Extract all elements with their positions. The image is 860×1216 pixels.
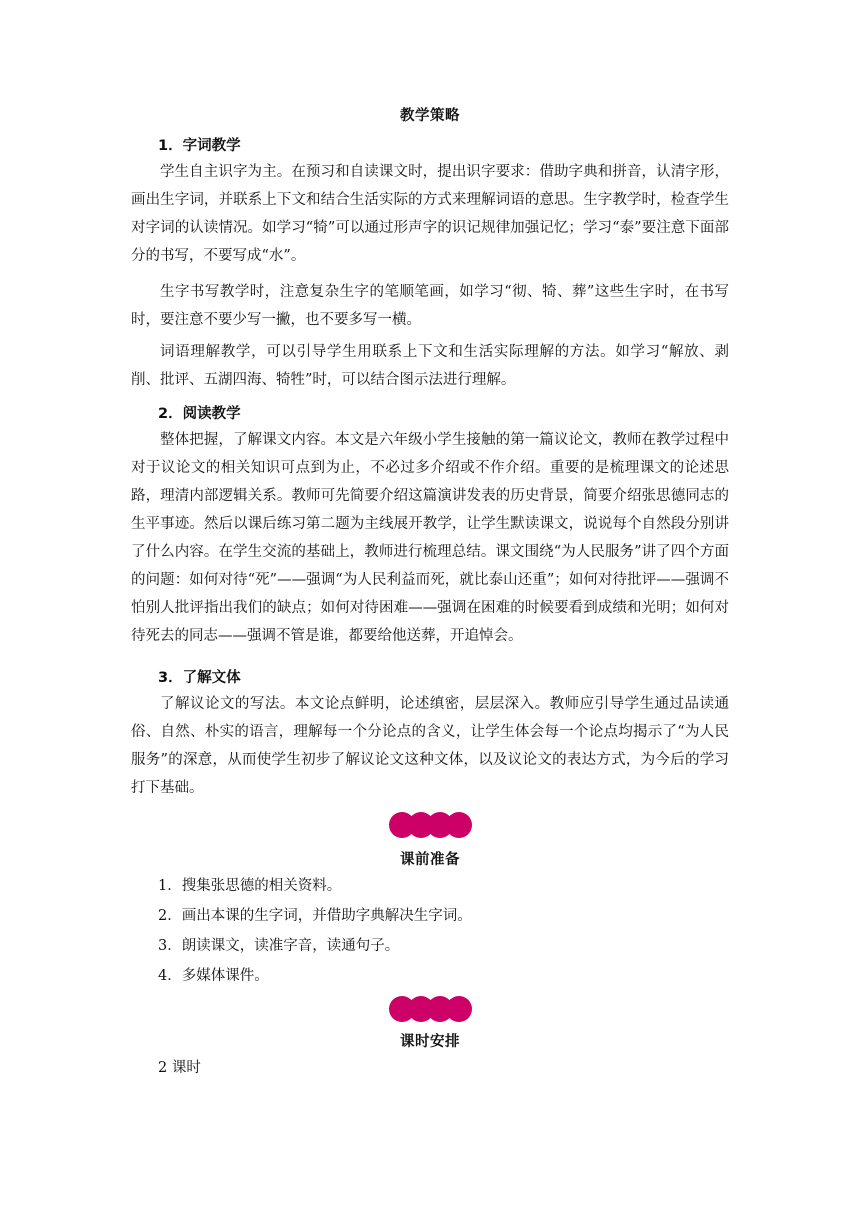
four-pink-circles-icon bbox=[389, 994, 473, 1024]
paragraph-reading-1: 整体把握，了解课文内容。本文是六年级小学生接触的第一篇议论文，教师在教学过程中对于议论文的相关知识可点到为止，不必过多介绍或不作介绍。重要的是梳理课文的论述思路，理清内部逻辑关系。教师可先简要介绍这篇演讲发表的历史背景，简要介绍张思德同志的生平事迹。然后以课后练习第二题为主线展开教学，让学生默读课文，说说每个自然段分别讲了什么内容。在学生交流的基础上，教师进行梳理总结。课文围绕“为人民服务”讲了四个方面的问题：如何对待“死”——强调“为人民利益而死，就比泰山还重”；如何对待批评——强调不怕别人批评指出我们的缺点；如何对待困难——强调在困难的时候要看到成绩和光明；如何对待死去的同志——强调不管是谁，都要给他送葬，开追悼会。 bbox=[131, 432, 729, 644]
four-pink-circles-icon bbox=[389, 810, 473, 840]
divider-circle bbox=[446, 996, 472, 1022]
schedule-title: 课时安排 bbox=[400, 1034, 460, 1050]
section-heading-reading: 2．阅读教学 bbox=[158, 406, 241, 422]
paragraph-vocabulary-2: 生字书写教学时，注意复杂生字的笔顺笔画，如学习“彻、犄、葬”这些生字时，在书写时，要注意不要少写一撇，也不要多写一横。 bbox=[131, 284, 729, 328]
strategy-title: 教学策略 bbox=[400, 108, 460, 124]
paragraph-vocabulary-3: 词语理解教学，可以引导学生用联系上下文和生活实际理解的方法。如学习“解放、剥削、批评、五湖四海、犄牲”时，可以结合图示法进行理解。 bbox=[131, 344, 729, 388]
section-heading-vocabulary: 1．字词教学 bbox=[158, 138, 241, 154]
schedule-value: 2 课时 bbox=[158, 1060, 201, 1076]
preparation-item: 2．画出本课的生字词，并借助字典解决生字词。 bbox=[158, 908, 472, 924]
paragraph-vocabulary-1: 学生自主识字为主。在预习和自读课文时，提出识字要求：借助字典和拼音，认清字形，画出生字词，并联系上下文和结合生活实际的方式来理解词语的意思。生字教学时，检查学生对字词的认读情况。如学习“犄”可以通过形声字的识记规律加强记忆；学习“泰”要注意下面部分的书写，不要写成“水”。 bbox=[131, 164, 729, 264]
paragraph-genre-1: 了解议论文的写法。本文论点鲜明，论述缜密，层层深入。教师应引导学生通过品读通俗、自然、朴实的语言，理解每一个分论点的含义，让学生体会每一个论点均揭示了“为人民服务”的深意，从而使学生初步了解议论文这种文体，以及议论文的表达方式，为今后的学习打下基础。 bbox=[131, 696, 729, 796]
preparation-title: 课前准备 bbox=[400, 852, 460, 868]
divider-circle bbox=[446, 812, 472, 838]
section-heading-genre: 3．了解文体 bbox=[158, 670, 241, 686]
preparation-item: 3．朗读课文，读准字音，读通句子。 bbox=[158, 938, 400, 954]
preparation-item: 4．多媒体课件。 bbox=[158, 968, 269, 984]
preparation-item: 1．搜集张思德的相关资料。 bbox=[158, 878, 342, 894]
